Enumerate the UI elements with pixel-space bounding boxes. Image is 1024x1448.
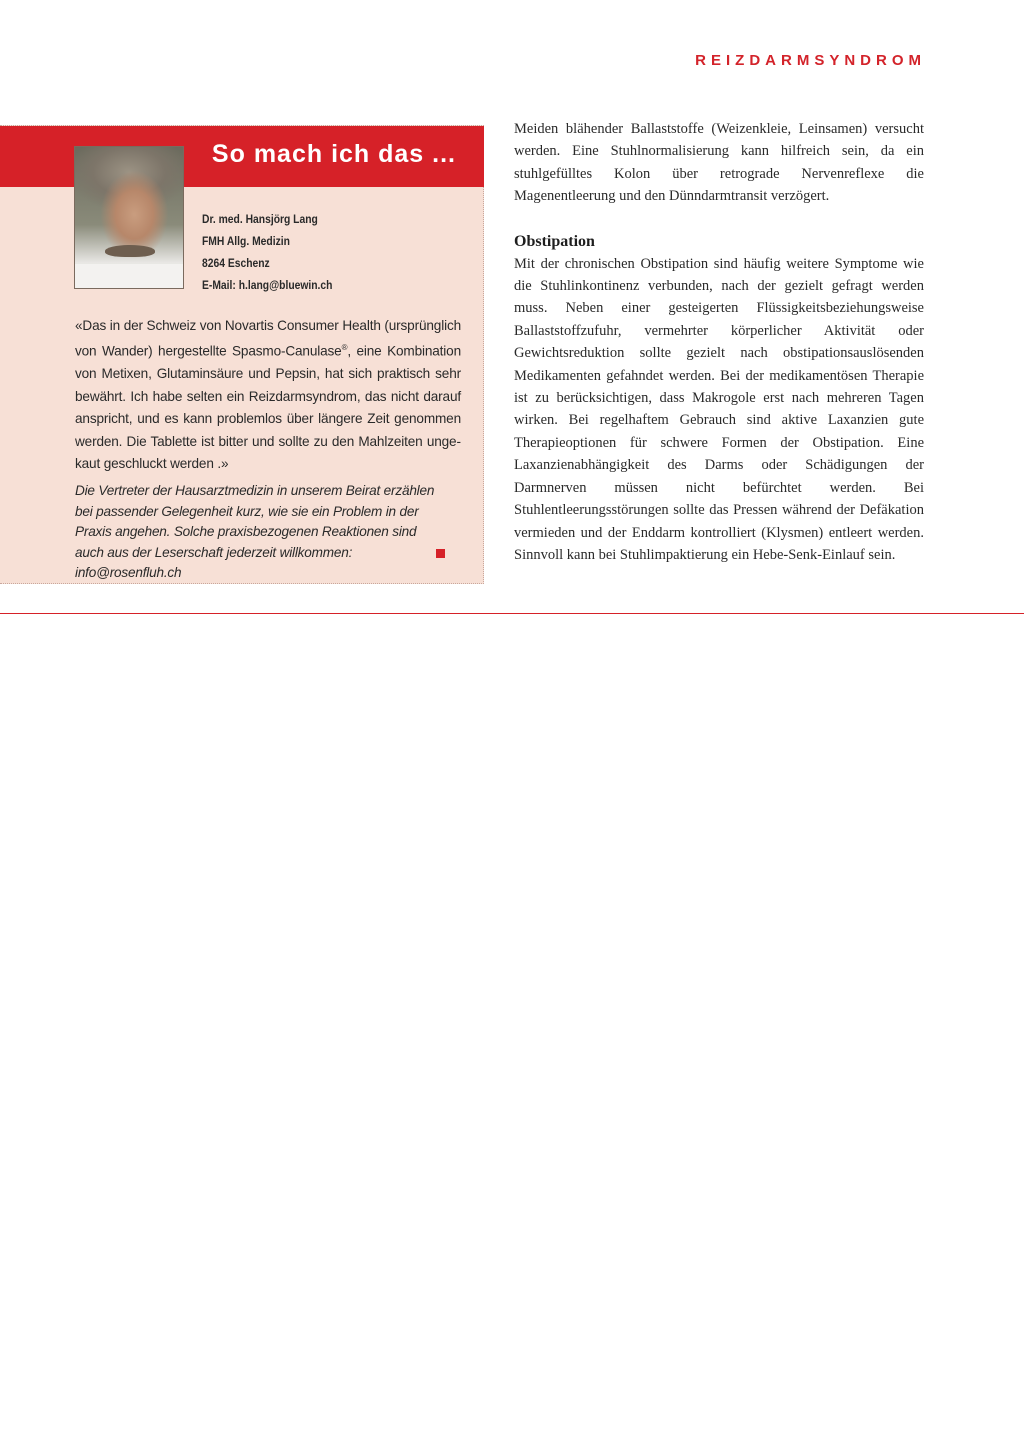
running-head: REIZDARMSYNDROM bbox=[695, 52, 926, 69]
quote-part-2: , eine Kombination von Metixen, Glutaminsäure und Pepsin, hat sich praktisch sehr bewährt. Ich habe selten ein Reizdarmsyndrom, das nicht darauf anspricht, und es kann problemlos über längere Zeit genommen werden. Die Tablette ist bitter und sollte zu den Mahlzeiten ungekaut geschluckt werden .» bbox=[75, 343, 461, 471]
editorial-note: Die Vertreter der Hausarztmedizin in unserem Beirat erzählen bei passender Gelegenheit kurz, wie sie ein Problem in der Praxis angehen. Solche praxisbezogenen Reaktionen sind auch aus der Leserschaft jederzeit willkommen: info@rosenfluh.ch bbox=[75, 483, 435, 581]
article-body: Mit der chronischen Obstipation sind häufig weitere Symptome wie die Stuhlinkontinenz verbunden, nach der gezielt gefragt werden muss. Neben einer gesteigerten Flüssigkeitsbeziehungsweise Ballaststoffzufuhr, vermehrter körperlicher Aktivität oder Gewichtsreduktion sollte gezielt nach obstipationsauslösenden Medikamenten gefahndet werden. Bei der medikamentösen Therapie ist zu berücksichtigen, dass Makrogole erst nach mehreren Tagen wirken. Bei regelhaftem Gebrauch sind aktive Laxanzien gute Therapieoptionen für schwere Formen der Obstipation. Eine Laxanzienabhängigkeit des Darms oder Schädigungen der Darmnerven müssen nicht befürchtet werden. Bei Stuhlentleerungsstörungen sollte das Pressen während der Defäkation vermieden und der Enddarm kontrolliert (Klysmen) entleert werden. Sinnvoll kann bei Stuhlimpaktierung ein Hebe-Senk-Einlauf sein. bbox=[514, 255, 924, 563]
article-column bbox=[514, 118, 924, 566]
quote-part-1: «Das in der Schweiz von Novartis Consumer Health (ursprünglich von Wander) hergestellte Spasmo-Canulase bbox=[75, 318, 461, 359]
author-email: E-Mail: h.lang@bluewin.ch bbox=[202, 278, 333, 292]
photo-detail bbox=[105, 245, 155, 257]
horizontal-rule bbox=[0, 613, 1024, 614]
article-intro: Meiden blähender Ballaststoffe (Weizenkleie, Leinsamen) versucht werden. Eine Stuhlnormalisierung kann hilfreich sein, da ein stuhlgefülltes Kolon über retrograde Nervenreflexe die Magenentleerung und den Dünndarmtransit verzögert. bbox=[514, 121, 924, 205]
photo-detail bbox=[75, 264, 184, 288]
section-heading: Obstipation bbox=[514, 232, 595, 250]
box-title: So mach ich das ... bbox=[211, 140, 456, 168]
author-specialty: FMH Allg. Medizin bbox=[202, 234, 290, 248]
author-contact bbox=[202, 208, 332, 296]
registered-mark: ® bbox=[341, 343, 348, 353]
box-header bbox=[0, 126, 484, 187]
end-square-icon bbox=[436, 549, 445, 558]
author-photo bbox=[74, 146, 184, 289]
author-location: 8264 Eschenz bbox=[202, 256, 270, 270]
info-box bbox=[0, 125, 484, 584]
author-name: Dr. med. Hansjörg Lang bbox=[202, 212, 318, 226]
author-quote bbox=[75, 315, 461, 475]
